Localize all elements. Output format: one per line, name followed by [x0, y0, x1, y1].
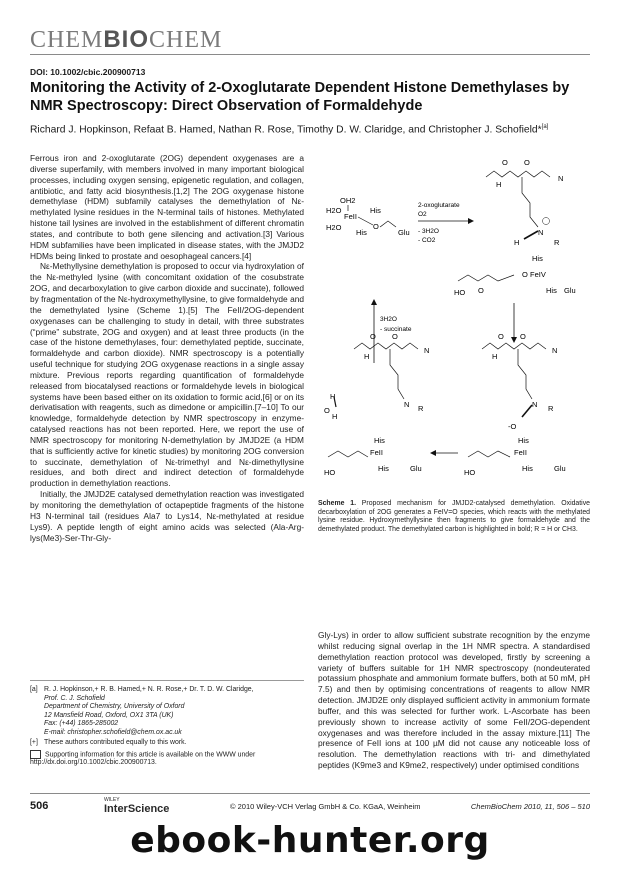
svg-text:H: H	[496, 180, 502, 189]
scheme-caption: Scheme 1. Proposed mechanism for JMJD2-catalysed demethylation. Oxidative decarboxylation of 2OG generates a FeIV=O species, which reacts with the methylated lysine residue. Hydroxymethyllysine then fragments to give formaldehyde and the demethylated product. The demethylated carbon is highlighted in bold; R = H or CH3.	[318, 500, 590, 533]
svg-text:-O: -O	[508, 422, 517, 431]
journal-title: CHEMBIOCHEM	[30, 26, 223, 53]
methyllysine-peptide	[486, 158, 563, 247]
svg-text:R: R	[548, 404, 554, 413]
supporting-info-icon	[30, 750, 41, 759]
svg-text:N: N	[538, 228, 544, 237]
page-number: 506	[30, 800, 49, 812]
svg-text:FeII: FeII	[344, 212, 357, 221]
svg-text:Glu: Glu	[410, 464, 422, 473]
formaldehyde-product	[324, 392, 337, 421]
svg-text:- succinate: - succinate	[380, 326, 412, 333]
svg-text:O: O	[498, 332, 504, 341]
fe2-complex-initial	[326, 196, 410, 237]
author-list: Richard J. Hopkinson, Refaat B. Hamed, Nathan R. Rose, Timothy D. W. Claridge, and Christopher J. Schofield*[a]	[30, 124, 549, 136]
fe2-complex-right	[464, 436, 566, 477]
svg-text:His: His	[532, 254, 543, 263]
svg-text:R: R	[554, 238, 560, 247]
svg-text:HO: HO	[464, 468, 476, 477]
fe2-complex-left	[324, 436, 422, 477]
supporting-info-footnote: Supporting information for this article is available on the WWW under http://dx.doi.org/10.1002/cbic.200900713.	[30, 750, 256, 767]
paragraph: Initially, the JMJD2E catalysed demethylation reaction was investigated by monitoring the demethylation of octapeptide fragments of the histone H3 N-terminal tail (residues Ala7 to Lys14, Nε-methylated at residue Lys9). A peptide length of eight amino acids was selected (Ala-Arg-lys(Me3)-Ser-Thr-Gly-	[30, 489, 304, 543]
svg-text:His: His	[378, 464, 389, 473]
svg-text:O: O	[478, 286, 484, 295]
svg-text:HO: HO	[324, 468, 336, 477]
svg-text:- CO2: - CO2	[418, 237, 436, 244]
paragraph: Gly-Lys) in order to allow sufficient substrate recognition by the enzyme whilst reducing signal overlap in the 1H NMR spectra. A standardised demethylation reaction protocol was developed, firstly by screening a variety of buffers suitable for 1H NMR spectroscopy (nondeuterated potassium phosphate and ammonium formate buffers, both at 50 mM, pH 7.5) and then by optimising concentrations of reagents to allow NMR detection. JMJD2E only displayed sufficient activity in ammonium formate buffer, and this was selected for further work. L-Ascorbate has been previously shown to increase activity of some FeII/2OG-dependent oxygenases and was therefore included in the assay mixture.[11] The presence of FeII ions at 100 µM did not cause any noticeable loss of resolution. The demethylation reactions with tri- and dimethylated peptides (K9me3 and K9me2, respectively) under optimised conditions	[318, 630, 590, 771]
footnote-rule	[30, 680, 304, 681]
svg-text:His: His	[518, 436, 529, 445]
svg-text:N: N	[404, 400, 410, 409]
svg-text:- 3H2O: - 3H2O	[418, 228, 439, 235]
svg-text:O: O	[373, 222, 379, 231]
svg-text:Glu: Glu	[554, 464, 566, 473]
svg-text:O: O	[392, 332, 398, 341]
svg-text:O: O	[522, 270, 528, 279]
paragraph: Ferrous iron and 2-oxoglutarate (2OG) dependent oxygenases are a diverse superfamily, with members involved in many important biological processes, including oxygen sensing, epigenetic regulation, and collagen, antibiotic, and fatty acid biosynthesis.[1,2] The 2OG oxygenase histone demethylase (HDM) subfamily catalyses the demethylation of Nε-methylated lysine residues in the N-terminal tails of histones. Methylated histone tail lysines are involved in the establishment of different chromatin states, and contribute to both gene silencing and activation.[3] Various HDM subfamilies have been implicated in disease states, with the JMJD2 HDMs being linked to prostate and oesophageal cancers.[4]	[30, 153, 304, 261]
svg-text:2-oxoglutarate: 2-oxoglutarate	[418, 202, 460, 209]
svg-text:FeIV: FeIV	[530, 270, 546, 279]
svg-text:O2: O2	[418, 211, 427, 218]
right-column	[318, 630, 590, 771]
header-rule	[30, 54, 590, 55]
demethylated-peptide	[354, 332, 429, 413]
footnotes	[30, 686, 304, 768]
svg-text:O: O	[370, 332, 376, 341]
watermark: ebook-hunter.org	[130, 820, 490, 861]
svg-text:H: H	[492, 352, 498, 361]
svg-text:His: His	[546, 286, 557, 295]
svg-text:H: H	[514, 238, 520, 247]
svg-text:H: H	[332, 412, 338, 421]
equal-contribution-footnote: [+] These authors contributed equally to this work.	[30, 739, 187, 746]
doi: DOI: 10.1002/cbic.200900713	[30, 67, 146, 77]
svg-text:O: O	[502, 158, 508, 167]
left-column	[30, 153, 304, 543]
svg-text:O: O	[524, 158, 530, 167]
svg-text:O: O	[324, 406, 330, 415]
hydroxymethyllysine-peptide	[482, 332, 557, 431]
svg-text:His: His	[356, 228, 367, 237]
svg-text:His: His	[370, 206, 381, 215]
svg-text:His: His	[522, 464, 533, 473]
svg-text:3H2O: 3H2O	[380, 316, 397, 323]
scheme-1-diagram	[318, 153, 590, 498]
footer-rule	[30, 793, 590, 794]
affiliation-footnote: [a] R. J. Hopkinson,+ R. B. Hamed,+ N. R. Rose,+ Dr. T. D. W. Claridge, Prof. C. J. Schofield Department of Chemistry, University of Oxford 12 Mansfield Road, Oxford, OX1 3TA (UK) Fax: (+44) 1865-285002 E-mail: christopher.schofield@chem.ox.ac.uk	[30, 686, 254, 736]
svg-text:R: R	[418, 404, 424, 413]
svg-text:N: N	[424, 346, 430, 355]
svg-text:FeII: FeII	[514, 448, 527, 457]
svg-text:H: H	[330, 392, 336, 401]
fe4-oxo-intermediate	[454, 254, 576, 297]
publisher-logo: WILEY InterScience	[104, 797, 170, 815]
svg-text:H: H	[364, 352, 370, 361]
svg-text:N: N	[532, 400, 538, 409]
paragraph: Nε-Methyllysine demethylation is proposed to occur via hydroxylation of the Nε-methyled lysine (with concomitant oxidation of the cosubstrate 2OG, and decarboxylation to give carbon dioxide and succinate), followed by fragmentation of the Nε-hydroxymethyllysine, to give formaldehyde and the demethylated lysine (Scheme 1).[5] The FeII/2OG-dependent oxygenases can be challenging to study in detail, with three substrates (“prime” substrate, 2OG and oxygen) and at least three products (in the case of the histone demethylases, four: demethylated peptide, succinate, formaldehyde and carbon dioxide). NMR spectroscopy is a potentially useful technique for studying 2OG oxygenase reactions in a single assay mixture. Previous reports regarding quantification of formaldehyde released from biocatalysed reactions or formaldehyde levels in biological systems have been based either on its oxidation to formic acid,[6] or on its derivatisation with reagents, such as dimedone or ampicillin.[7–10] To our knowledge, formaldehyde detection by NMR spectroscopy in enzyme-catalysed reactions has not been reported. Here, we report the use of NMR spectroscopy for monitoring N-demethylation by JMJD2E (a HDM that is sufficiently active for kinetic studies) by monitoring 2OG conversion to succinate, demethylation of Nε-trimethyl and Nε-dimethyllysine residues, and both direct and indirect detection of formaldehyde production in demethylation reactions.	[30, 261, 304, 489]
svg-text:HO: HO	[454, 288, 466, 297]
svg-text:His: His	[374, 436, 385, 445]
svg-text:N: N	[558, 174, 564, 183]
svg-text:FeII: FeII	[370, 448, 383, 457]
svg-text:H2O: H2O	[326, 206, 342, 215]
copyright: © 2010 Wiley-VCH Verlag GmbH & Co. KGaA, Weinheim	[230, 802, 421, 811]
svg-text:H2O: H2O	[326, 223, 342, 232]
journal-citation: ChemBioChem 2010, 11, 506 – 510	[470, 802, 590, 811]
svg-text:Glu: Glu	[564, 286, 576, 295]
svg-text:O: O	[520, 332, 526, 341]
svg-text:N: N	[552, 346, 558, 355]
article-title: Monitoring the Activity of 2-Oxoglutarate Dependent Histone Demethylases by NMR Spectroscopy: Direct Observation of Formaldehyde	[30, 80, 570, 114]
svg-text:OH2: OH2	[340, 196, 356, 205]
svg-text:Glu: Glu	[398, 228, 410, 237]
